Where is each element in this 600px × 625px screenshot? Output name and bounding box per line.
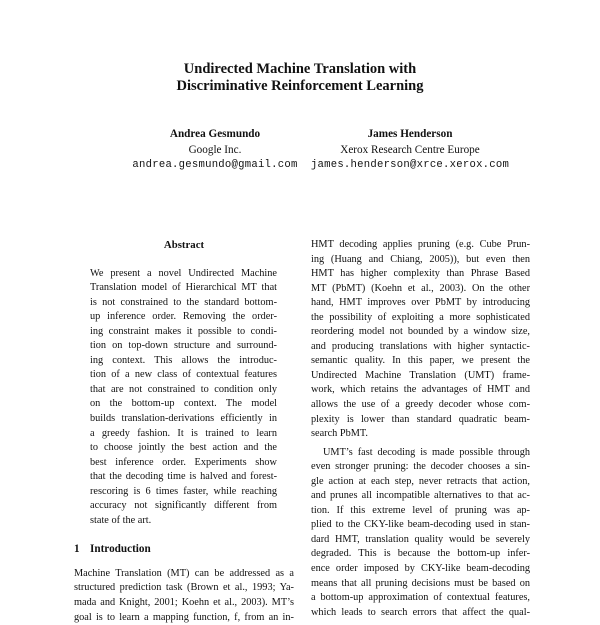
text-line: ence order imposed by CKY-like beam-decoding (311, 563, 530, 575)
text-line: goal is to learn a mapping function, f, from an in- (74, 611, 294, 623)
text-line: degraded. This is because the bottom-up infer- (311, 548, 530, 560)
text-line: ing constraint makes it possible to condi- (90, 325, 277, 337)
text-line: gle action at each step, never retracts that action, (311, 475, 530, 487)
text-line: hand, HMT improves over PbMT by introducing (311, 297, 530, 309)
text-line: semantic quality. In this paper, we present the (311, 355, 530, 367)
text-line: up inference order. Removing the order- (90, 311, 277, 323)
section-title: Introduction (90, 543, 151, 556)
text-line: on the bottom-up context. The model (90, 398, 277, 410)
text-line: and prunes all incompatible alternatives to that ac- (311, 490, 530, 502)
text-line: a bottom-up approximation of contextual features, (311, 592, 530, 604)
title-line-1: Undirected Machine Translation with (183, 61, 417, 77)
section-heading (74, 542, 294, 557)
text-line: search PbMT. (311, 428, 368, 440)
text-line: work, which retains the advantages of HMT and (311, 384, 530, 396)
text-line: tion on top-down structure and surround- (90, 340, 277, 352)
left-column (74, 238, 294, 625)
text-line: ing context. This allows the introduc- (90, 354, 277, 366)
paper-title (0, 61, 600, 95)
intro-paragraph (74, 567, 294, 625)
text-line: Undirected Machine Translation (UMT) frame- (311, 369, 530, 381)
text-line: MT (PbMT) (Koehn et al., 2003). On the other (311, 282, 530, 294)
author-block-2 (290, 127, 530, 174)
right-column (311, 238, 530, 620)
author-email: james.henderson@xrce.xerox.com (310, 159, 510, 171)
text-line: best inference order. Experiments show (90, 456, 277, 468)
abstract-body (74, 267, 294, 529)
text-line: state of the art. (90, 514, 152, 526)
text-line: the possibility of exploiting a more sophisticated (311, 311, 530, 323)
text-line: builds translation-derivations efficiently in (90, 413, 277, 425)
text-line: mada and Knight, 2001; Koehn et al., 2003). MT’s (74, 597, 294, 609)
text-line: rescoring is 6 times faster, while reaching (90, 485, 277, 497)
author-name: Andrea Gesmundo (169, 128, 261, 140)
text-line: plied to the CKY-like beam-decoding used in stan- (311, 519, 530, 531)
text-line: even stronger pruning: the decoder chooses a sin- (311, 461, 530, 473)
abstract-heading: Abstract (163, 239, 205, 251)
text-line: which leads to search errors that affect the qual- (311, 606, 530, 618)
text-line: ing (Huang and Chiang, 2005)), but even then (311, 253, 530, 265)
text-line: is not constrained to the standard bottom- (90, 296, 277, 308)
author-affiliation: Xerox Research Centre Europe (340, 143, 480, 156)
text-line: dard HMT, translation quality would be severely (311, 533, 530, 545)
text-line: HMT decoding applies pruning (e.g. Cube Prun- (311, 239, 530, 250)
text-line: plexity is lower than standard quadratic beam- (311, 413, 530, 425)
text-line: that the decoding time is halved and forest- (90, 471, 277, 483)
text-line: accuracy not significantly different from (90, 500, 277, 512)
title-line-2: Discriminative Reinforcement Learning (176, 78, 424, 94)
text-line: UMT’s fast decoding is made possible through (323, 446, 530, 458)
text-line: We present a novel Undirected Machine (90, 267, 277, 279)
author-affiliation: Google Inc. (188, 143, 242, 156)
text-line: reordering model not bounded by a window size, (311, 326, 530, 338)
text-line: Translation model of Hierarchical MT that (90, 282, 277, 294)
body-paragraph-1 (311, 238, 530, 442)
author-email: andrea.gesmundo@gmail.com (132, 159, 298, 171)
text-line: means that all pruning decisions must be based on (311, 577, 530, 589)
text-line: a greedy fashion. It is trained to learn (90, 427, 277, 439)
text-line: to choose jointly the best action and the (90, 442, 277, 454)
text-line: and producing translations with higher syntactic- (311, 340, 530, 352)
text-line: allows the use of a greedy decoder whose com- (311, 399, 530, 411)
section-number: 1 (74, 543, 80, 556)
text-line: that are not constrained to condition only (90, 383, 277, 395)
body-paragraph-2 (311, 446, 530, 621)
text-line: tion of a new class of contextual features (90, 369, 277, 381)
text-line: HMT has higher complexity than Phrase Based (311, 268, 530, 280)
text-line: tion. If this extreme level of pruning was ap- (311, 504, 530, 516)
text-line: Machine Translation (MT) can be addressed as a (74, 567, 294, 579)
text-line: structured prediction task (Brown et al., 1993; Ya- (74, 582, 294, 594)
author-name: James Henderson (367, 128, 453, 140)
